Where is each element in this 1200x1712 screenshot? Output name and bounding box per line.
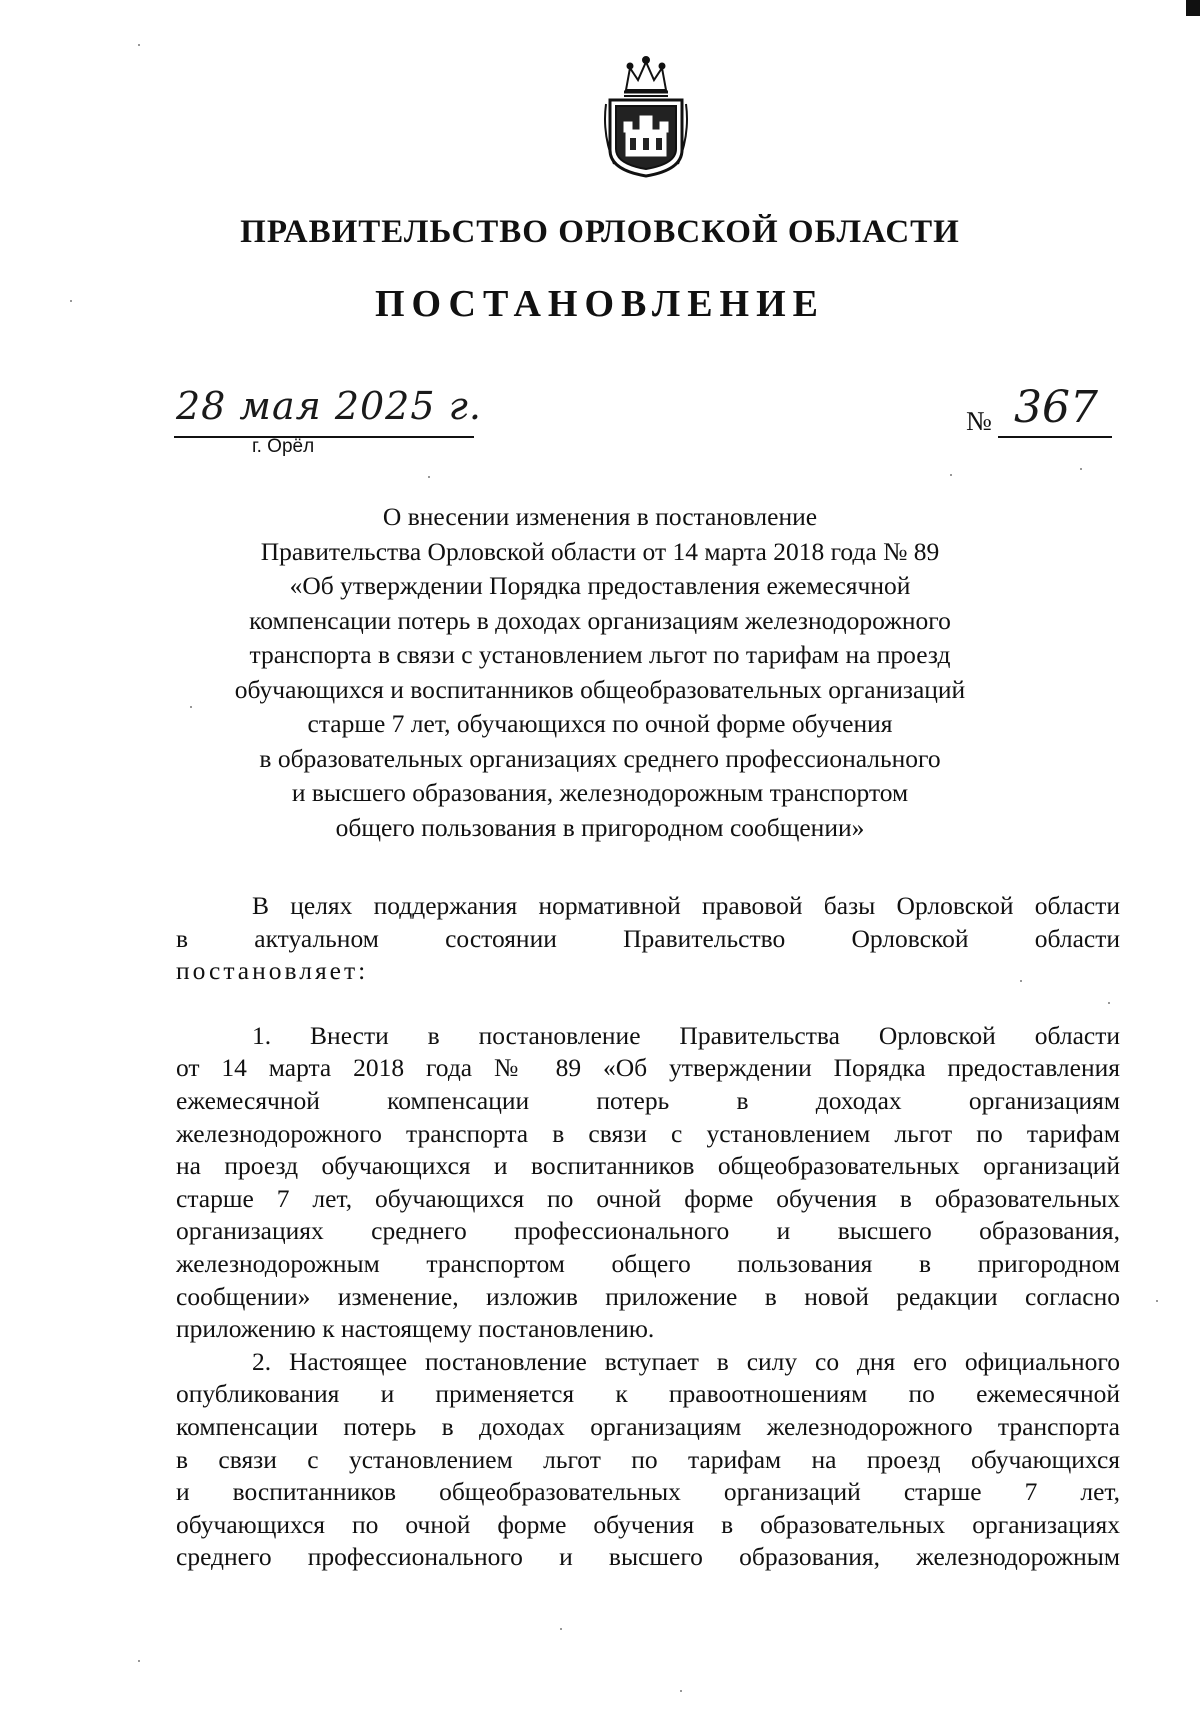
item2-line: и воспитанников общеобразовательных организаций старше 7 лет,	[176, 1477, 1120, 1507]
heading-line: общего пользования в пригородном сообщении»	[335, 812, 865, 842]
item1-line: старше 7 лет, обучающихся по очной форме обучения в образовательных	[176, 1183, 1120, 1213]
item2-line: обучающихся по очной форме обучения в образовательных организациях	[176, 1509, 1120, 1539]
preamble-line: в актуальном состоянии Правительство Орловской области	[176, 923, 1120, 953]
heading-line: транспорта в связи с установлением льгот по тарифам на проезд	[249, 640, 951, 669]
item1-line: сообщении» изменение, изложив приложение в новой редакции согласно	[176, 1281, 1120, 1311]
heading-line: О внесении изменения в постановление	[382, 502, 818, 531]
heading-line: компенсации потерь в доходах организациям железнодорожного	[249, 605, 951, 635]
item2-line: среднего профессионального и высшего образования, железнодорожным	[176, 1542, 1120, 1572]
scan-speck	[428, 476, 430, 478]
scan-speck	[1080, 468, 1082, 470]
scan-speck	[680, 1690, 682, 1692]
item2-line: компенсации потерь в доходах организациям железнодорожного транспорта	[176, 1411, 1120, 1441]
preamble-line: В целях поддержания нормативной правовой базы Орловской области	[252, 891, 1120, 920]
number-underline	[998, 436, 1112, 438]
organization-title: ПРАВИТЕЛЬСТВО ОРЛОВСКОЙ ОБЛАСТИ	[240, 214, 960, 250]
coat-of-arms-emblem	[604, 54, 688, 178]
heading-line: «Об утверждении Порядка предоставления ежемесячной	[289, 571, 911, 600]
item1-line: на проезд обучающихся и воспитанников общеобразовательных организаций	[176, 1151, 1120, 1181]
item2-line: 2. Настоящее постановление вступает в силу со дня его официального	[252, 1346, 1120, 1376]
item1-line: железнодорожного транспорта в связи с установлением льгот по тарифам	[176, 1118, 1120, 1148]
heading-line: в образовательных организациях среднего профессионального	[259, 743, 941, 773]
item2-line: опубликования и применяется к правоотношениям по ежемесячной	[176, 1379, 1120, 1409]
scan-speck	[138, 1660, 140, 1662]
scan-speck	[1156, 1300, 1158, 1302]
document-type: ПОСТАНОВЛЕНИЕ	[374, 283, 826, 325]
document-heading	[150, 500, 1050, 845]
item2-line: в связи с установлением льгот по тарифам на проезд обучающихся	[176, 1444, 1120, 1474]
date-underline	[174, 436, 474, 438]
number-sign: №	[966, 406, 992, 436]
scan-speck	[190, 706, 192, 708]
scan-speck	[1108, 1002, 1110, 1004]
handwritten-number: 367	[1014, 382, 1098, 433]
preamble-resolves: постановляет:	[176, 956, 369, 986]
city: г. Орёл	[252, 436, 315, 457]
heading-line: и высшего образования, железнодорожным транспортом	[291, 778, 909, 807]
scan-corner-mark	[1186, 0, 1200, 16]
scan-speck	[70, 300, 72, 302]
item1-line: ежемесячной компенсации потерь в доходах организациям	[176, 1085, 1120, 1115]
item1-line: железнодорожным транспортом общего пользования в пригородном	[176, 1248, 1120, 1278]
item1-line: приложению к настоящему постановлению.	[176, 1314, 655, 1344]
item1-line: организациях среднего профессионального и высшего образования,	[176, 1216, 1120, 1246]
heading-line: обучающихся и воспитанников общеобразовательных организаций	[234, 674, 966, 704]
scan-speck	[1020, 980, 1022, 982]
scan-speck	[950, 474, 952, 476]
document-body	[176, 890, 1120, 1574]
heading-line: Правительства Орловской области от 14 марта 2018 года № 89	[260, 536, 940, 566]
scan-speck	[560, 1628, 562, 1630]
scan-speck	[138, 44, 140, 46]
heading-line: старше 7 лет, обучающихся по очной форме обучения	[307, 709, 893, 738]
item1-line: 1. Внести в постановление Правительства Орловской области	[252, 1020, 1120, 1050]
handwritten-date: 28 мая 2025 г.	[176, 384, 482, 428]
item1-line: от 14 марта 2018 года № 89 «Об утверждении Порядка предоставления	[176, 1053, 1120, 1083]
